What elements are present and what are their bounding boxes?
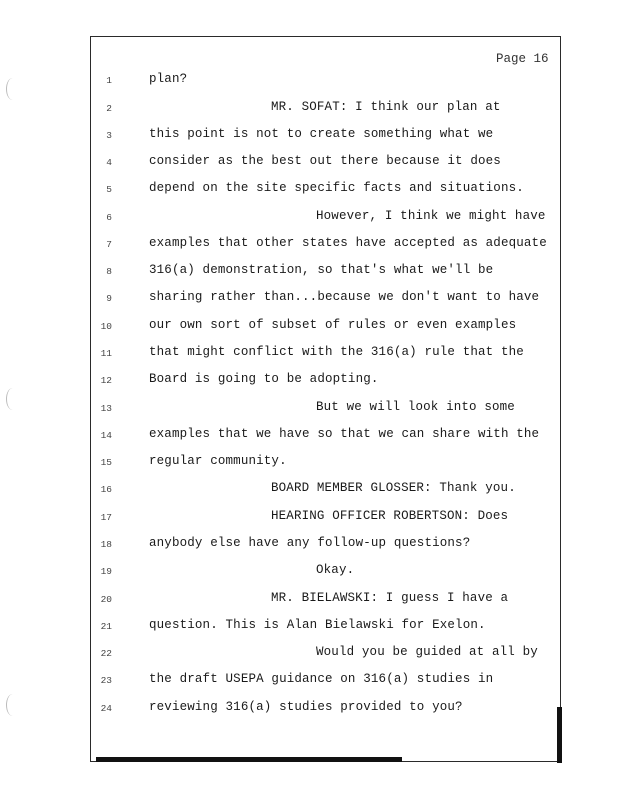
line-number: 20 bbox=[100, 594, 112, 605]
line-text: the draft USEPA guidance on 316(a) studies in bbox=[149, 672, 494, 686]
line-number: 22 bbox=[100, 648, 112, 659]
line-text: anybody else have any follow-up questions? bbox=[149, 536, 471, 550]
transcript-line bbox=[0, 591, 618, 611]
transcript-line bbox=[0, 72, 618, 92]
line-number: 17 bbox=[100, 512, 112, 523]
transcript-line bbox=[0, 100, 618, 120]
line-text: our own sort of subset of rules or even examples bbox=[149, 318, 517, 332]
line-number: 5 bbox=[106, 184, 112, 195]
line-number: 7 bbox=[106, 239, 112, 250]
transcript-line bbox=[0, 400, 618, 420]
line-text: that might conflict with the 316(a) rule that the bbox=[149, 345, 524, 359]
line-text: 316(a) demonstration, so that's what we'll be bbox=[149, 263, 494, 277]
transcript-line bbox=[0, 372, 618, 392]
transcript-line bbox=[0, 236, 618, 256]
line-text: However, I think we might have bbox=[316, 209, 546, 223]
transcript-line bbox=[0, 127, 618, 147]
transcript-line bbox=[0, 509, 618, 529]
transcript-line bbox=[0, 263, 618, 283]
line-number: 11 bbox=[100, 348, 112, 359]
line-text: question. This is Alan Bielawski for Exelon. bbox=[149, 618, 486, 632]
line-number: 19 bbox=[100, 566, 112, 577]
line-text: But we will look into some bbox=[316, 400, 515, 414]
line-number: 16 bbox=[100, 484, 112, 495]
line-number: 15 bbox=[100, 457, 112, 468]
line-text: examples that other states have accepted as adequate bbox=[149, 236, 547, 250]
line-number: 14 bbox=[100, 430, 112, 441]
transcript-line bbox=[0, 181, 618, 201]
line-number: 8 bbox=[106, 266, 112, 277]
line-text: regular community. bbox=[149, 454, 287, 468]
transcript-line bbox=[0, 427, 618, 447]
transcript-line bbox=[0, 290, 618, 310]
line-number: 23 bbox=[100, 675, 112, 686]
transcript-line bbox=[0, 563, 618, 583]
line-number: 9 bbox=[106, 293, 112, 304]
line-number: 6 bbox=[106, 212, 112, 223]
line-number: 24 bbox=[100, 703, 112, 714]
line-text: this point is not to create something what we bbox=[149, 127, 494, 141]
line-number: 1 bbox=[106, 75, 112, 86]
line-text: plan? bbox=[149, 72, 188, 86]
transcript-line bbox=[0, 154, 618, 174]
transcript-line bbox=[0, 672, 618, 692]
line-text: Board is going to be adopting. bbox=[149, 372, 379, 386]
line-number: 12 bbox=[100, 375, 112, 386]
line-number: 2 bbox=[106, 103, 112, 114]
line-text: Okay. bbox=[316, 563, 355, 577]
transcript-line bbox=[0, 645, 618, 665]
transcript-line bbox=[0, 454, 618, 474]
transcript-line bbox=[0, 536, 618, 556]
line-text: consider as the best out there because it does bbox=[149, 154, 501, 168]
transcript-line bbox=[0, 700, 618, 720]
line-text: MR. BIELAWSKI: I guess I have a bbox=[271, 591, 509, 605]
page-number: Page 16 bbox=[496, 52, 549, 66]
line-number: 13 bbox=[100, 403, 112, 414]
line-number: 3 bbox=[106, 130, 112, 141]
line-number: 21 bbox=[100, 621, 112, 632]
transcript-line bbox=[0, 345, 618, 365]
line-number: 18 bbox=[100, 539, 112, 550]
line-text: reviewing 316(a) studies provided to you? bbox=[149, 700, 463, 714]
line-text: sharing rather than...because we don't want to have bbox=[149, 290, 540, 304]
transcript-line bbox=[0, 481, 618, 501]
line-text: depend on the site specific facts and situations. bbox=[149, 181, 524, 195]
line-number: 10 bbox=[100, 321, 112, 332]
transcript-line bbox=[0, 318, 618, 338]
line-text: Would you be guided at all by bbox=[316, 645, 538, 659]
line-text: examples that we have so that we can share with the bbox=[149, 427, 540, 441]
line-text: HEARING OFFICER ROBERTSON: Does bbox=[271, 509, 509, 523]
transcript-line bbox=[0, 209, 618, 229]
transcript-line bbox=[0, 618, 618, 638]
line-text: MR. SOFAT: I think our plan at bbox=[271, 100, 501, 114]
line-text: BOARD MEMBER GLOSSER: Thank you. bbox=[271, 481, 516, 495]
page-shadow-bottom bbox=[96, 757, 402, 762]
line-number: 4 bbox=[106, 157, 112, 168]
